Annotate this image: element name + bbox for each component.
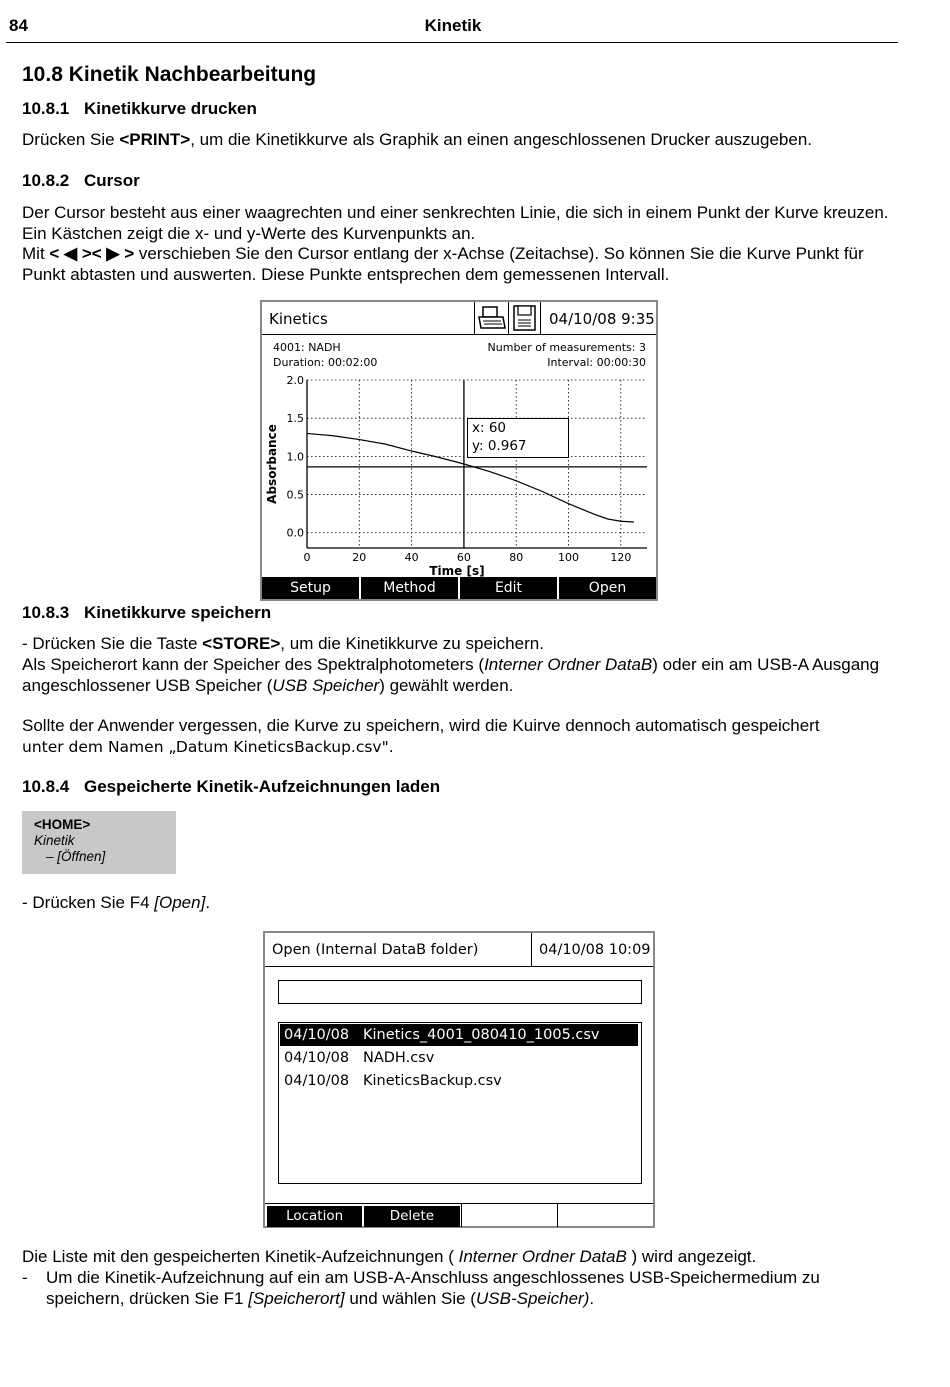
softkey-f4-empty[interactable] (557, 1204, 653, 1227)
y-tick-label: 0.5 (286, 488, 304, 502)
kinetics-chart[interactable] (262, 372, 656, 577)
paragraph-open: - Drücken Sie F4 [Open]. (22, 893, 211, 912)
method-button[interactable]: Method (361, 577, 458, 599)
cursor-y-value: y: 0.967 (472, 438, 527, 454)
header-rule (6, 42, 898, 43)
paragraph-cursor-1: Der Cursor besteht aus einer waagrechten und einer senkrechten Linie, die sich in einem Punkt der Kurve kreuzen. Ein Kästchen zeigt die x- und y-Werte des Kurvenpunkts an. (22, 203, 889, 243)
paragraph-cursor-2: Mit < ◀ >< ▶ > verschieben Sie den Cursor entlang der x-Achse (Zeitachse). So können Sie die Kurve Punkt für Punkt abtasten und auswerten. Diese Punkte entsprechen dem gemessenen Intervall. (22, 244, 864, 284)
file-row[interactable] (280, 1024, 638, 1046)
setup-button[interactable]: Setup (262, 577, 359, 599)
bullet-marker: - (22, 1268, 28, 1287)
file-name: KineticsBackup.csv (363, 1073, 502, 1089)
file-date: 04/10/08 (284, 1073, 350, 1089)
key-store: <STORE> (202, 634, 281, 653)
softkey-bar (262, 577, 656, 599)
filename-input[interactable] (278, 980, 642, 1004)
subsection-heading-10-8-1: 10.8.1 Kinetikkurve drucken (22, 99, 257, 118)
x-tick-label: 40 (404, 551, 419, 564)
interval: Interval: 00:00:30 (547, 356, 646, 369)
arrow-keys: < ◀ >< ▶ > (49, 244, 135, 263)
paragraph-print: Drücken Sie <PRINT>, um die Kinetikkurve als Graphik an einen angeschlossenen Drucker auszugeben. (22, 130, 812, 149)
paragraph-list-shown: Die Liste mit den gespeicherten Kinetik-Aufzeichnungen ( Interner Ordner DataB ) wird angezeigt. (22, 1247, 757, 1266)
section-number: 10.8 (22, 63, 63, 86)
measurement-count: Number of measurements: 3 (487, 341, 646, 354)
subsection-heading-10-8-4: 10.8.4 Gespeicherte Kinetik-Aufzeichnungen laden (22, 777, 441, 796)
location-button[interactable]: Location (267, 1206, 362, 1227)
save-disk-icon[interactable] (508, 302, 541, 334)
screen-title-bar (262, 302, 656, 335)
section-heading-10-8 (22, 63, 316, 87)
open-datetime: 04/10/08 10:09 (539, 942, 651, 958)
file-date: 04/10/08 (284, 1050, 350, 1066)
paragraph-store-4: unter dem Namen „Datum KineticsBackup.csv". (22, 738, 394, 756)
file-date: 04/10/08 (284, 1027, 350, 1043)
key-print: <PRINT> (119, 130, 191, 149)
file-row[interactable] (280, 1047, 638, 1069)
screen-title: Kinetics (269, 310, 328, 328)
paragraph-usb-save: Um die Kinetik-Aufzeichnung auf ein am USB-A-Anschluss angeschlossenes USB-Speichermedium zu speichern, drücken Sie F1 [Speicherort] und wählen Sie (USB-Speicher). (46, 1268, 820, 1308)
nav-kinetik: Kinetik (34, 833, 75, 848)
delete-button[interactable]: Delete (364, 1206, 459, 1227)
y-axis-label: Absorbance (265, 424, 279, 504)
paragraph-store-3: Sollte der Anwender vergessen, die Kurve zu speichern, wird die Kuirve dennoch automatisch gespeichert (22, 716, 820, 735)
open-datetime-cell (531, 933, 654, 966)
key-open: [Open] (154, 893, 206, 912)
section-title: Kinetik Nachbearbeitung (68, 63, 317, 86)
paragraph-store-1: - Drücken Sie die Taste <STORE>, um die Kinetikkurve zu speichern. (22, 634, 544, 653)
nav-open: – [Öffnen] (46, 849, 106, 864)
open-title: Open (Internal DataB folder) (272, 942, 479, 958)
edit-button[interactable]: Edit (460, 577, 557, 599)
softkey-f3-empty[interactable] (461, 1204, 557, 1227)
navigation-path-box (22, 811, 176, 874)
datetime-cell (540, 302, 657, 334)
x-tick-label: 0 (303, 551, 311, 564)
open-button[interactable]: Open (559, 577, 656, 599)
nav-home: <HOME> (34, 817, 91, 832)
kinetics-screenshot (260, 300, 658, 601)
y-tick-label: 0.0 (286, 526, 304, 540)
subsection-heading-10-8-2: 10.8.2 Cursor (22, 171, 140, 190)
open-softkey-bar (265, 1203, 653, 1227)
cursor-value-box (467, 418, 569, 458)
x-tick-label: 120 (610, 551, 632, 564)
page-number: 84 (9, 16, 28, 35)
open-file-screenshot (263, 931, 655, 1228)
file-name: Kinetics_4001_080410_1005.csv (363, 1027, 600, 1043)
file-list[interactable] (278, 1022, 642, 1184)
datetime: 04/10/08 9:35 (549, 310, 655, 328)
method-name: 4001: NADH (273, 341, 341, 354)
open-title-bar (265, 933, 653, 967)
duration: Duration: 00:02:00 (273, 356, 378, 369)
x-tick-label: 80 (509, 551, 524, 564)
file-name: NADH.csv (363, 1050, 435, 1066)
y-tick-label: 1.5 (286, 412, 304, 426)
printer-icon[interactable] (474, 302, 509, 334)
paragraph-store-2: Als Speicherort kann der Speicher des Spektralphotometers (Interner Ordner DataB) oder ein am USB-A Ausgang angeschlossener USB Speicher (USB Speicher) gewählt werden. (22, 655, 880, 695)
x-tick-label: 60 (456, 551, 471, 564)
y-tick-label: 2.0 (286, 374, 304, 387)
x-axis-label: Time [s] (429, 564, 485, 577)
x-tick-label: 20 (352, 551, 367, 564)
file-row[interactable] (280, 1070, 638, 1092)
subsection-heading-10-8-3: 10.8.3 Kinetikkurve speichern (22, 603, 272, 622)
cursor-x-value: x: 60 (472, 420, 507, 436)
y-tick-label: 1.0 (286, 450, 304, 464)
chapter-title: Kinetik (424, 16, 482, 35)
x-tick-label: 100 (558, 551, 580, 564)
